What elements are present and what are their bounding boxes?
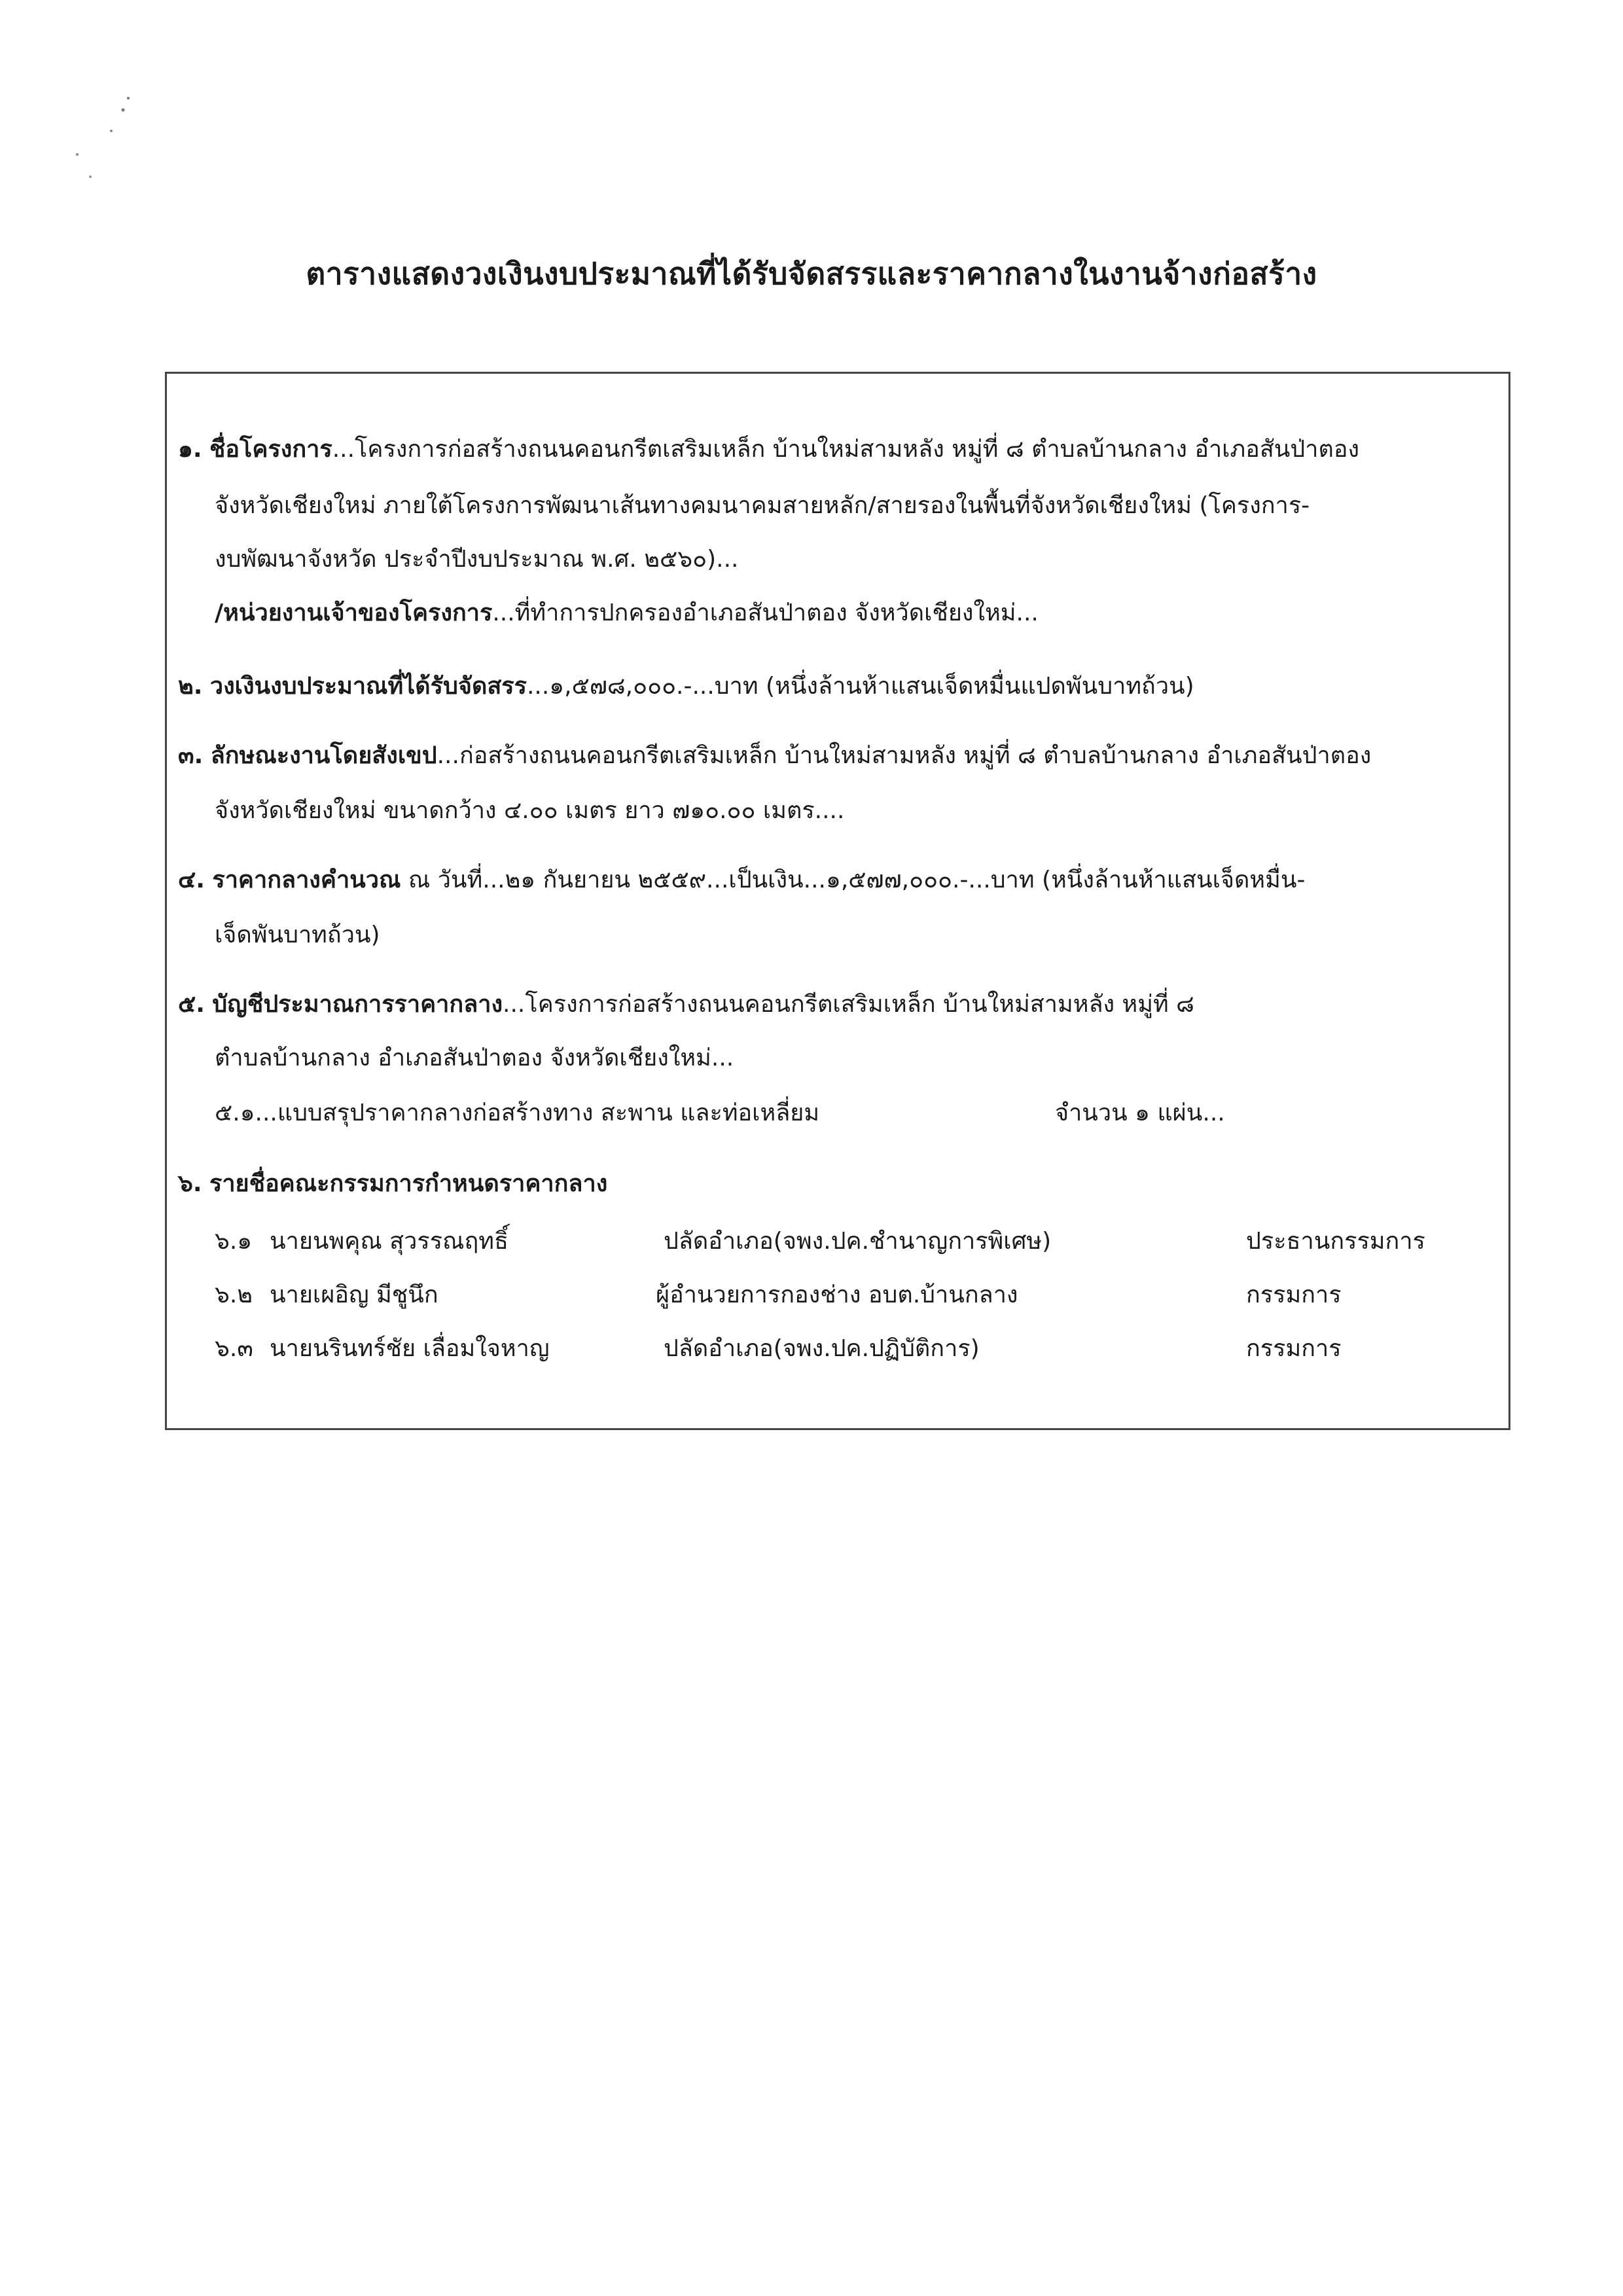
committee-member-number: ๖.๒ [215,1282,253,1308]
section-2-line-1 [178,670,1194,703]
section-5-line-1 [178,988,1194,1021]
section-3-number: ๓. [178,742,204,769]
section-5-item: ๕.๑...แบบสรุปราคากลางก่อสร้างทาง สะพาน และท่อเหลี่ยม [215,1100,820,1126]
committee-member-position: ปลัดอำเภอ(จพง.ปค.ชำนาญการพิเศษ) [664,1228,1052,1255]
section-5-text: ...โครงการก่อสร้างถนนคอนกรีตเสริมเหล็ก บ้านใหม่สามหลัง หมู่ที่ ๘ [503,991,1194,1018]
section-4-line-2: เจ็ดพันบาทถ้วน) [215,922,380,948]
committee-member-number: ๖.๓ [215,1335,253,1362]
section-1-line-1 [178,433,1359,466]
section-3-label: ลักษณะงานโดยสังเขป [210,742,437,769]
document-title: ตารางแสดงวงเงินงบประมาณที่ได้รับจัดสรรและราคากลางในงานจ้างก่อสร้าง [306,256,1317,291]
committee-member-role: กรรมการ [1246,1282,1342,1308]
section-4-number: ๔. [178,867,205,893]
section-3-line-2: จังหวัดเชียงใหม่ ขนาดกว้าง ๔.๐๐ เมตร ยาว ๗๑๐.๐๐ เมตร.... [215,797,845,824]
section-5-item-quantity: จำนวน ๑ แผ่น... [1055,1100,1225,1126]
committee-member-role: กรรมการ [1246,1335,1342,1362]
section-1-label: ชื่อโครงการ [209,436,332,463]
committee-member-name: นายนพคุณ สุวรรณฤทธิ์ [270,1228,508,1255]
committee-member-position: ผู้อำนวยการกองช่าง อบต.บ้านกลาง [656,1282,1018,1308]
section-6-label: รายชื่อคณะกรรมการกำหนดราคากลาง [209,1170,608,1197]
section-5-number: ๕. [178,991,205,1018]
section-5-label: บัญชีประมาณการราคากลาง [212,991,503,1018]
committee-member-position: ปลัดอำเภอ(จพง.ปค.ปฏิบัติการ) [664,1335,980,1362]
section-1-line-2: จังหวัดเชียงใหม่ ภายใต้โครงการพัฒนาเส้นทางคมนาคมสายหลัก/สายรองในพื้นที่จังหวัดเชียงใหม่ (โครงการ- [215,492,1310,519]
committee-member-role: ประธานกรรมการ [1246,1228,1425,1255]
section-2-text: ...๑,๕๗๘,๐๐๐.-...บาท (หนึ่งล้านห้าแสนเจ็ดหมื่นแปดพันบาทถ้วน) [526,673,1194,700]
content-frame [165,372,1510,1430]
scan-specks [65,92,144,196]
section-1-number: ๑. [178,436,202,463]
section-4-label: ราคากลางคำนวณ [212,867,401,893]
section-1-text: ...โครงการก่อสร้างถนนคอนกรีตเสริมเหล็ก บ้านใหม่สามหลัง หมู่ที่ ๘ ตำบลบ้านกลาง อำเภอสันป่าตอง [332,436,1360,463]
section-2-label: วงเงินงบประมาณที่ได้รับจัดสรร [209,673,527,700]
committee-member-name: นายเผอิญ มีชูนึก [270,1282,438,1308]
section-1-owner-label: /หน่วยงานเจ้าของโครงการ [215,600,493,626]
section-4-text: ณ วันที่...๒๑ กันยายน ๒๕๕๙...เป็นเงิน...๑,๕๗๗,๐๐๐.-...บาท (หนึ่งล้านห้าแสนเจ็ดหมื่น- [401,867,1306,893]
committee-member-name: นายนรินทร์ชัย เลื่อมใจหาญ [270,1335,550,1362]
section-1-line-3: งบพัฒนาจังหวัด ประจำปีงบประมาณ พ.ศ. ๒๕๖๐)... [215,546,739,573]
section-1-owner-text: ...ที่ทำการปกครองอำเภอสันป่าตอง จังหวัดเชียงใหม่... [492,600,1039,626]
section-2-number: ๒. [178,673,203,700]
section-3-line-1 [178,740,1371,772]
section-1-owner [215,597,1039,630]
committee-member-number: ๖.๑ [215,1228,253,1255]
section-6-number: ๖. [178,1170,202,1197]
section-5-line-2: ตำบลบ้านกลาง อำเภอสันป่าตอง จังหวัดเชียงใหม่... [215,1045,734,1071]
section-3-text: ...ก่อสร้างถนนคอนกรีตเสริมเหล็ก บ้านใหม่สามหลัง หมู่ที่ ๘ ตำบลบ้านกลาง อำเภอสันป่าตอง [437,742,1372,769]
section-6-heading [178,1168,607,1200]
section-4-line-1 [178,864,1305,897]
